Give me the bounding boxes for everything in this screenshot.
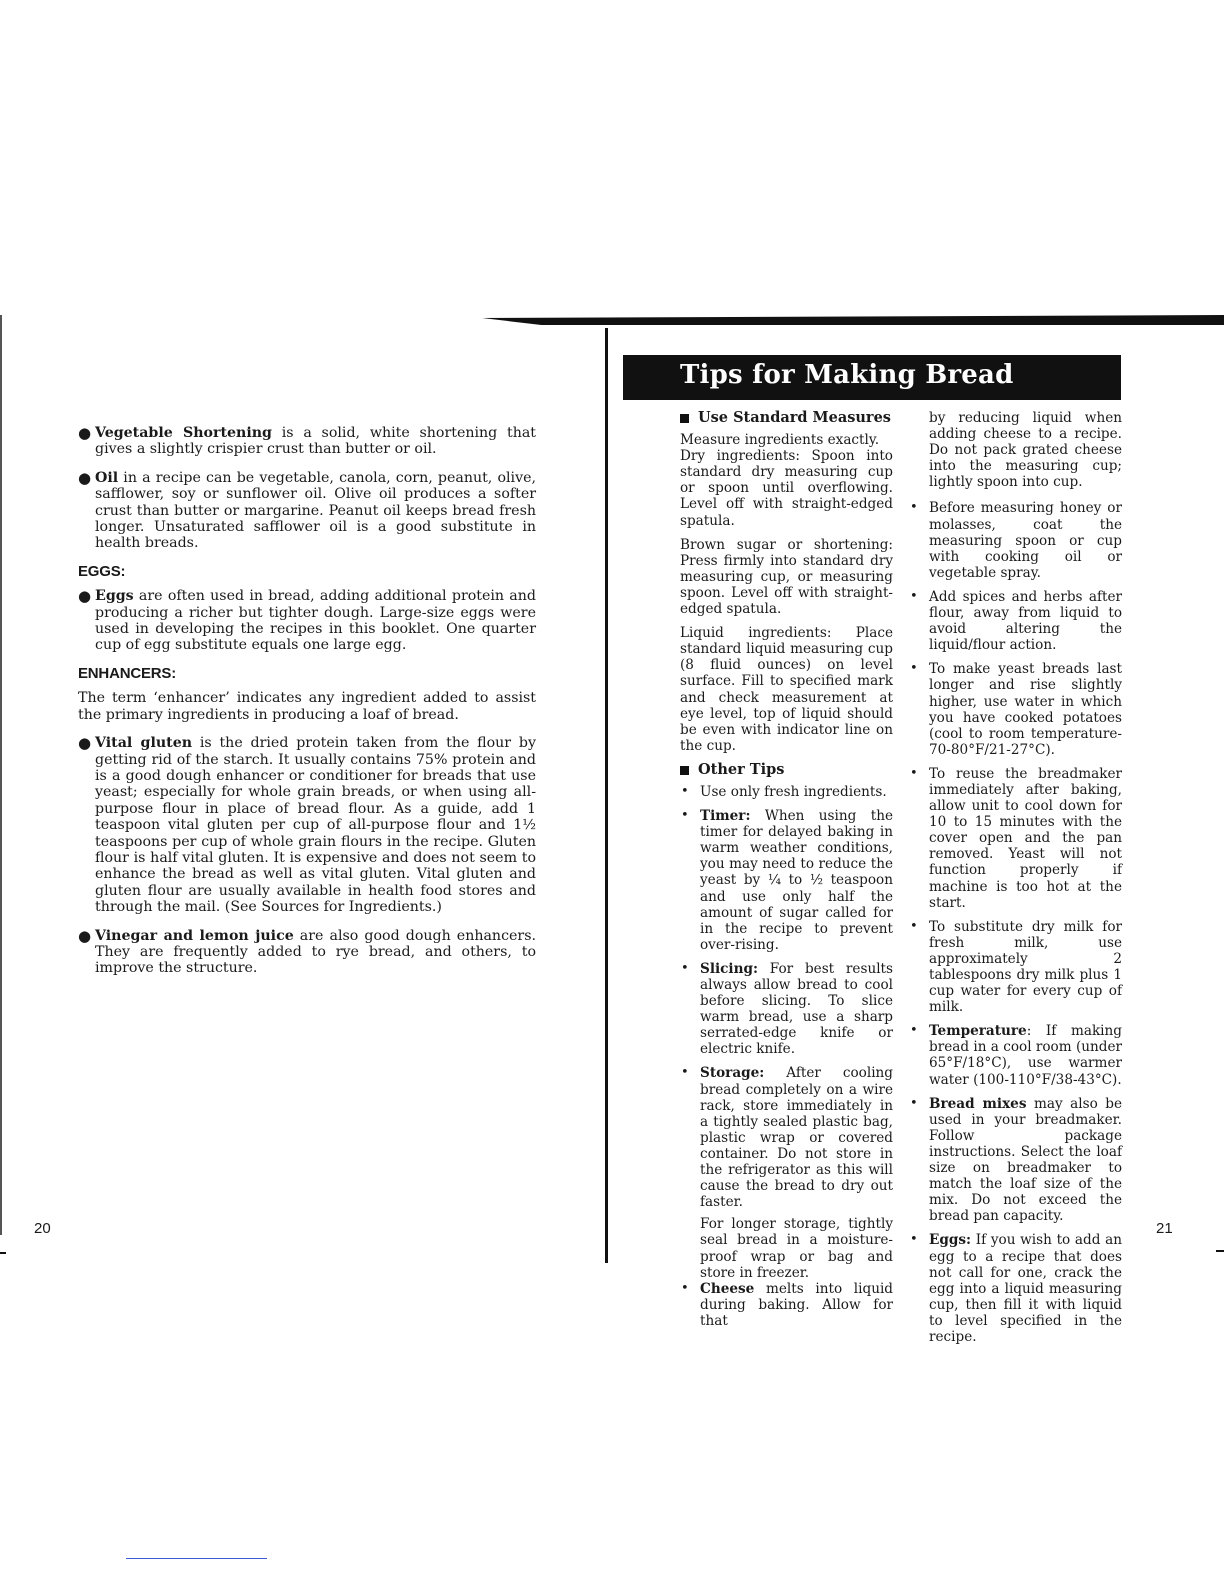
bullet-icon: ● (78, 734, 92, 753)
list-item: • Timer: When using the timer for delayed baking in warm weather conditions, you may need to reduce the yeast by ¼ to ½ teaspoon and use only half the amount of sugar called for in the recipe to prevent over-rising. (681, 808, 893, 953)
square-bullet-icon (680, 414, 689, 423)
list-item: • Storage: After cooling bread completely on a wire rack, store immediately in a tightly sealed plastic bag, plastic wrap or covered container. Do not store in the refrigerator as this will cause the bread to dry out faster. (681, 1065, 893, 1211)
bullet-icon: • (910, 661, 918, 677)
crop-mark-right (1216, 1250, 1224, 1252)
page-number-right: 21 (1156, 1220, 1173, 1237)
bullet-icon: • (910, 1023, 918, 1039)
list-item: • Add spices and herbs after flour, away from liquid to avoid altering the liquid/flour action. (910, 588, 1122, 654)
bullet-icon: • (910, 500, 918, 516)
left-page-content (78, 425, 536, 989)
page-edge-left (0, 315, 2, 1235)
paragraph: Dry ingredients: Spoon into standard dry measuring cup or spoon until overflowing. Level off with straight-edged spatula. (680, 448, 893, 529)
bullet-icon: ● (78, 468, 92, 487)
paragraph: by reducing liquid when adding cheese to a recipe. Do not pack grated cheese into the measuring cup; lightly spoon into cup. (929, 410, 1122, 491)
list-item: • Before measuring honey or molasses, coat the measuring spoon or cup with cooking oil or vegetable spray. (910, 500, 1122, 581)
bullet-icon: • (681, 1280, 689, 1296)
crop-mark-left (0, 1252, 6, 1254)
list-item: ● Eggs are often used in bread, adding additional protein and producing a richer but tighter dough. Large-size eggs were used in developing the recipes in this booklet. One quarter cup of egg substitute equals one large egg. (78, 587, 536, 654)
page-title: Tips for Making Bread (680, 360, 1014, 390)
list-item: ● Vital gluten is the dried protein taken from the flour by getting rid of the starch. It usually contains 75% protein and is a good dough enhancer or conditioner for breads that use yeast; especially for whole grain breads, or when using all-purpose flour in place of bread flour. As a guide, add 1 teaspoon vital gluten per cup of all-purpose flour and 1½ teaspoons per cup of whole grain flours in the recipe. Gluten flour is half vital gluten. It is expensive and does not seem to enhance the bread as well as vital gluten. Vital gluten and gluten flour are usually available in health food stores and through the mail. (See Sources for Ingredients.) (78, 734, 536, 916)
section-heading-enhancers: ENHANCERS: (78, 664, 177, 682)
bullet-icon: • (681, 1065, 689, 1081)
list-item: ● Vinegar and lemon juice are also good dough enhancers. They are frequently added to rye bread, and others, to improve the structure. (78, 926, 536, 977)
paragraph: Measure ingredients exactly. (680, 432, 880, 449)
list-item: • To substitute dry milk for fresh milk, use approximately 2 tablespoons dry milk plus 1 cup water for every cup of milk. (910, 918, 1122, 1016)
bullet-icon: ● (78, 926, 92, 945)
list-item: ● Vegetable Shortening is a solid, white shortening that gives a slightly crispier crust than butter or oil. (78, 424, 536, 458)
list-item: • Slicing: For best results always allow bread to cool before slicing. To slice warm bread, use a sharp serrated-edge knife or electric knife. (681, 960, 893, 1058)
subheading-other-tips: Other Tips (680, 762, 893, 778)
list-item: ● Oil in a recipe can be vegetable, canola, corn, peanut, olive, safflower, soy or sunflower oil. Olive oil produces a softer crust than butter or margarine. Peanut oil keeps bread fresh longer. Unsaturated safflower oil is a good substitute in health breads. (78, 468, 536, 552)
bullet-icon: • (910, 765, 918, 781)
list-item: • To make yeast breads last longer and rise slightly higher, use water in which you have cooked potatoes (cool to room temperature-70-80°F/21-27°C). (910, 661, 1122, 758)
bullet-icon: • (681, 960, 689, 976)
list-item: • Cheese melts into liquid during baking. Allow for that (681, 1280, 893, 1329)
paragraph: For longer storage, tightly seal bread in a moisture-proof wrap or bag and store in freezer. (700, 1216, 893, 1281)
paragraph: Brown sugar or shortening: Press firmly into standard dry measuring cup, or measuring spoon. Level off with straight-edged spatula. (680, 536, 893, 618)
list-item: • Temperature: If making bread in a cool room (under 65°F/18°C), use warmer water (100-110°F/38-43°C). (910, 1023, 1123, 1088)
top-rule (482, 315, 1224, 325)
bottom-link-line (126, 1558, 267, 1559)
page-spine (605, 328, 608, 1263)
enhancers-intro: The term ‘enhancer’ indicates any ingredient added to assist the primary ingredients in producing a loaf of bread. (78, 690, 536, 723)
right-page-column-1 (680, 410, 893, 1337)
bullet-icon: • (681, 808, 689, 824)
bullet-icon: • (910, 588, 918, 604)
page-number-left: 20 (34, 1220, 51, 1237)
bullet-icon: • (910, 1232, 918, 1248)
bullet-icon: • (681, 783, 689, 799)
section-heading-eggs: EGGS: (78, 562, 126, 580)
list-item: • Bread mixes may also be used in your breadmaker. Follow package instructions. Select the loaf size on breadmaker to match the loaf size of the mix. Do not exceed the bread pan capacity. (910, 1095, 1122, 1225)
list-item: • To reuse the breadmaker immediately after baking, allow unit to cool down for 10 to 15 minutes with the cover open and the pan removed. Yeast will not function properly if machine is too hot at the start. (910, 765, 1122, 911)
bullet-icon: • (910, 918, 918, 934)
right-page-column-2 (909, 410, 1122, 1353)
list-item: • Use only fresh ingredients. (681, 783, 887, 800)
bullet-icon: ● (78, 587, 92, 606)
bullet-icon: ● (78, 424, 92, 442)
square-bullet-icon (680, 766, 689, 775)
paragraph: Liquid ingredients: Place standard liquid measuring cup (8 fluid ounces) on level surface. Fill to specified mark and check measurement at eye level, top of liquid should be even with indicator line on the cup. (680, 625, 893, 754)
list-item: • Eggs: If you wish to add an egg to a recipe that does not call for one, crack the egg into a liquid measuring cup, then fill it with liquid to level specified in the recipe. (910, 1232, 1122, 1345)
bullet-icon: • (910, 1095, 918, 1111)
subheading-standard-measures: Use Standard Measures (680, 410, 893, 426)
